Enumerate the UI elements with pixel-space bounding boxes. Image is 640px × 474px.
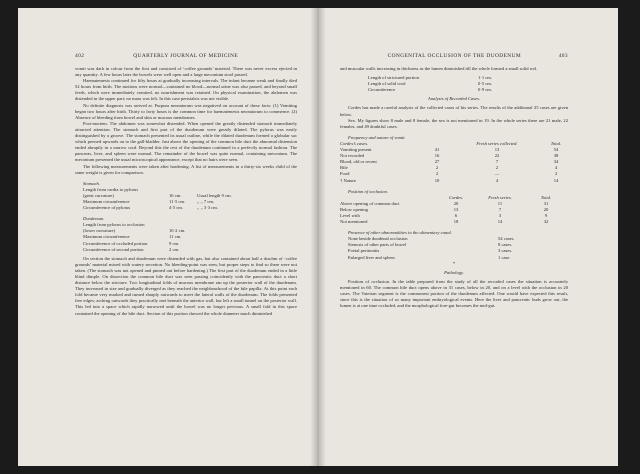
table-row: Blood, old or recent 27 7 34 [340,159,559,165]
paragraph: and muscular walls increasing in thickness as the lumen diminished till the whole formed a small solid rod. [340,66,537,71]
analysis-heading: Analysis of Recorded Cases. [427,96,481,102]
measurement-row: Length from cardia to pylorus [83,186,139,192]
measurement-row: Circumference of occluded portion 9 cm. [83,240,180,246]
table-row: Food 2 — 2 [340,171,558,177]
table-header: Cordes. Fresh series. Total. [448,194,552,200]
measurement-row: Length from pylorus to occlusion [83,222,145,228]
table-row: Bile 2 2 4 [340,165,558,171]
duodenum-heading: Duodenum. [83,216,105,222]
table-row: † Nature 10 4 14 [340,177,559,183]
measurement-row: Circumference of second portion 2 cm. [83,246,180,252]
paragraph: Post-mortem. The abdomen was somewhat distended. When opened the greatly distended stomach immediately attracted attention. The stomach and first part of the duodenum were greatly dilated. The pylorus was easily distinguished by a groove. The stomach presented its usual outline, while the dilated duodenum formed a globular sac which pressed upwards on to the gall-bladder. Just above the opening of the common bile duct the abnormal distension ended abruptly in a narrow cord. Beyond this the rest of the duodenum continued in a perfectly normal fashion. The pancreas, liver, and spleen were normal. The remainder of the bowel was quite normal, containing meconium. The meconium presented the usual microscopical appearance, except that no hairs were seen. [75,120,297,163]
stomach-heading: Stomach. [83,180,100,186]
measurement-row: Circumference of pylorus 4·5 cm. ,, ,, 3·3 cm. [83,205,218,211]
header-spacer [340,53,350,59]
table-row: Below opening 13 7 20 [340,206,549,212]
page-number: 403 [558,53,568,59]
list-item: None beside duodenal occlusion 54 cases. [348,236,515,242]
paragraph: Sex. My figures show 8 male and 8 female, the sex is not mentioned in 19. In the whole series there are 21 male, 22 females, and 49 doubtful cases. [340,117,568,129]
running-title: CONGENITAL OCCLUSION OF THE DUODENUM [387,53,522,59]
pathology-heading: Pathology. [444,269,464,275]
list-item: Stenosis of other parts of bowel 8 cases. [348,242,513,248]
page-number: 402 [75,53,85,59]
right-page [318,8,618,466]
paragraph: vomit was dark in colour from the first and consisted of ‘coffee grounds’ material. There was never excess ejected in any quantity. A few hours later the bowels were well open and a large meconium stool passed. [75,66,297,78]
table-row: Vomiting present 41 13 54 [340,147,559,153]
position-heading: Position of occlusion. [348,188,388,194]
measurement-row: Circumference 0·9 cm. [368,87,493,93]
abnormalities-heading: Presence of other abnormalities in the alimentary canal. [348,230,452,236]
paragraph: Haematemesis continued for fifty hours at gradually increasing intervals. The infant became weak and finally died 52 hours from birth. The motions were normal—contained no blood—normal urine was also passed, and beyond small feeds, which were immediately vomited, no nourishment was retained. On physical examination, the abdomen was distended in the upper part; no mass was felt. In this case peristalsis was not visible. [75,78,297,102]
measurement-row: Maximum circumference 11 cm. [83,234,182,240]
left-page-body [75,66,297,317]
table-row: Level with 6 3 9 [340,212,548,218]
measurement-row: (great curvature) 16 cm. Usual length 9 cm. [83,192,232,198]
table-row: Not recorded 16 22 38 [340,153,559,159]
measurement-row: Length of strictured portion 1·1 cm. [368,75,493,81]
left-page-header [75,53,297,59]
paragraph: Cordes has made a careful analysis of the collected cases of his series. The results of the additional 35 cases are given below. [340,105,568,117]
asterisk-mark: * [452,260,456,266]
left-page [18,8,318,466]
table-row: Not mentioned 18 14 32 [340,219,549,225]
measurement-row: Maximum circumference 11·5 cm. ,, ,, 7 cm. [83,198,215,204]
paragraph: On section the stomach and duodenum were distended with gas, but also contained about half a drachm of ‘coffee grounds’ material mixed with watery secretion. No bleeding-point was seen, but proper steps to find so there were not taken. (The stomach was not opened and pinned out before hardening.) The first part of the duodenum ended in a little blind dimple. On dissection the common bile duct was seen passing coincidently with the pancreatic duct a short distance below the stricture. Two longitudinal folds of mucous membrane ran up the posterior wall of the duodenum. They increased in size and gradually diverged as they reached the neighbourhood of the bile papilla. At this point each fold became very marked and turned sharply outwards to meet the lateral walls of the duodenum. The folds presented free edges; arching outwards they practically met beneath the anterior wall, but left a small tunnel on the posterior wall. This led into a space which rapidly narrowed until the bowel was no longer pervious. A small fold in this space contained the opening of the bile duct. Section of this portion showed the whole diameter much diminished [75,255,297,316]
right-page-header [340,53,568,59]
list-item: Enlarged liver and spleen 1 case. [348,254,511,260]
paragraph: The following measurements were taken after hardening. A list of measurements in a thirty-six weeks child of the same weight is given for comparison. [75,163,297,175]
frequency-heading: Frequency and nature of vomit. [348,134,406,140]
paragraph: No definite diagnosis was arrived at. Purpura neonatorum was negatived on account of these facts: (1) Vomiting began two hours after birth. Thirty to forty hours is the common time for haematemesis neonatorum to commence. (2) Absence of bleeding from bowel and skin or mucous membranes. [75,102,297,120]
header-spacer [287,53,297,59]
right-page-body [340,66,568,309]
list-item: Foetal peritonitis 3 cases. [348,248,513,254]
book-spread [18,8,618,466]
measurement-row: (lower curvature) 10·2 cm. [83,228,186,234]
paragraph: Position of occlusion. In the table prepared from the study of all the recorded cases the situation is accurately mentioned in 60. The common bile duct opens above in 31 cases, below in 20, and on a level with the occlusion in 20 cases. The Vaterian segment is the commonest portion of the duodenum affected. One would have expected this result, since this is the situation of so many important embryological events. Here the liver and pancreatic buds grow out, the lumen is at one time occluded, and the morphological fore-gut becomes the mid-gut. [340,278,568,309]
table-header: Cordes’s cases. Fresh series collected. Total. [340,140,562,146]
table-row: Above opening of common duct 20 11 31 [340,200,549,206]
measurement-row: Length of solid cord 0·5 cm. [368,81,493,87]
running-title: QUARTERLY JOURNAL OF MEDICINE [133,53,239,59]
